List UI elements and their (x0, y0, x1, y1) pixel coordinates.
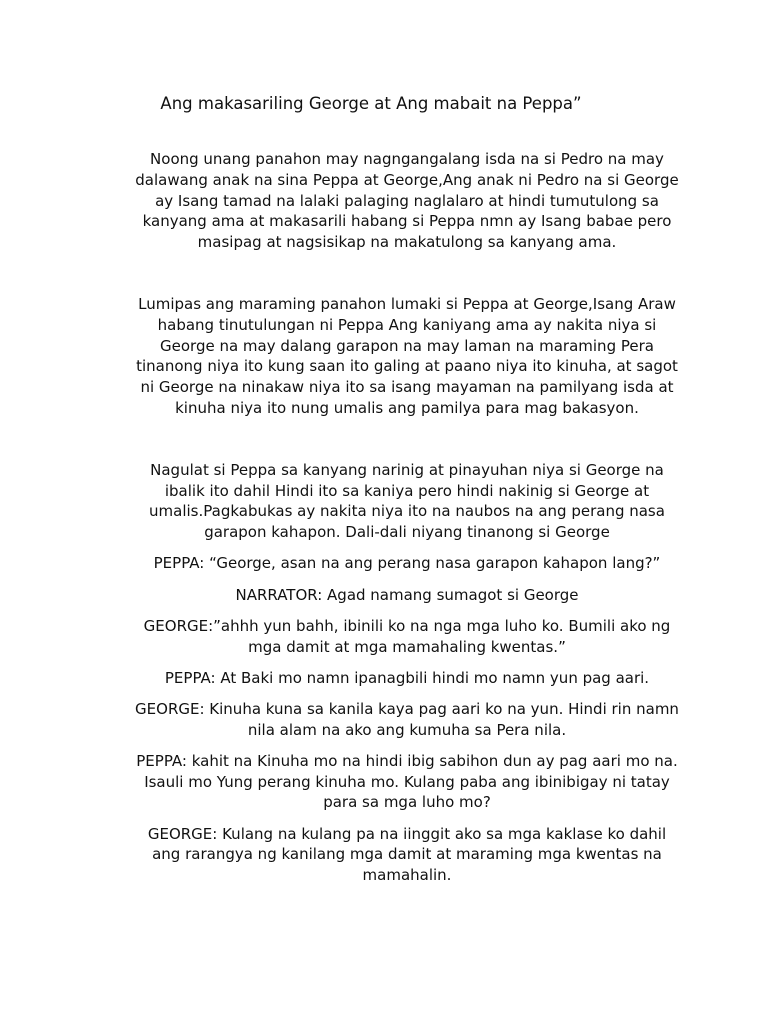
dialogue-line: PEPPA: At Baki mo namn ipanagbili hindi mo namn yun pag aari. (164, 668, 650, 687)
dialogue-line: NARRATOR: Agad namang sumagot si George (235, 585, 579, 604)
document-body (134, 149, 680, 886)
dialogue-line: PEPPA: “George, asan na ang perang nasa garapon kahapon lang?” (153, 554, 661, 573)
story-paragraph: Nagulat si Peppa sa kanyang narinig at pinayuhan niya si George na ibalik ito dahil Hindi ito sa kaniya pero hindi nakinig si George at umalis.Pagkabukas ay nakita niya ito na naubos na ang perang nasa garapon kahapon. Dali-dali niyang tinanong si George (149, 460, 665, 542)
story-paragraph: Lumipas ang maraming panahon lumaki si Peppa at George,Isang Araw habang tinutulungan ni Peppa Ang kaniyang ama ay nakita niya si George na may dalang garapon na may laman na maraming Pera tinanong niya ito kung saan ito galing at paano niya ito kinuha, at sagot ni George na ninakaw niya ito sa isang mayaman na pamilyang isda at kinuha niya ito nung umalis ang pamilya para mag bakasyon. (136, 294, 678, 417)
dialogue-line: GEORGE:”ahhh yun bahh, ibinili ko na nga mga luho ko. Bumili ako ng mga damit at mga mamahaling kwentas.” (143, 616, 671, 656)
dialogue-line: GEORGE: Kulang na kulang pa na iinggit ako sa mga kaklase ko dahil ang rarangya ng kanilang mga damit at maraming mga kwentas na mamahalin. (147, 824, 667, 885)
dialogue-line: GEORGE: Kinuha kuna sa kanila kaya pag aari ko na yun. Hindi rin namn nila alam na ako ang kumuha sa Pera nila. (135, 699, 679, 739)
dialogue-line: PEPPA: kahit na Kinuha mo na hindi ibig sabihon dun ay pag aari mo na. Isauli mo Yung perang kinuha mo. Kulang paba ang ibinibigay ni tatay para sa mga luho mo? (136, 751, 678, 812)
story-paragraph: Noong unang panahon may nagngangalang isda na si Pedro na may dalawang anak na sina Peppa at George,Ang anak ni Pedro na si George ay Isang tamad na lalaki palaging naglalaro at hindi tumutulong sa kanyang ama at makasarili habang si Peppa nmn ay Isang babae pero masipag at nagsisikap na makatulong sa kanyang ama. (135, 150, 679, 252)
document-title: Ang makasariling George at Ang mabait na Peppa” (160, 94, 582, 113)
